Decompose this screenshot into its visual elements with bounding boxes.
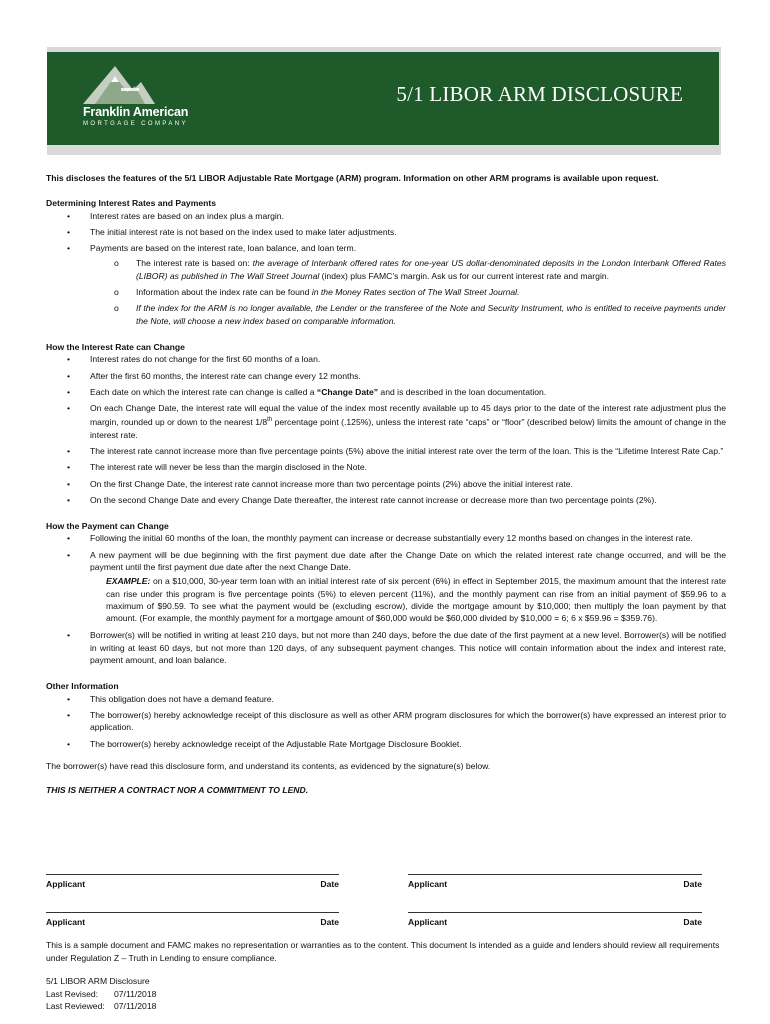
footer-doc-name: 5/1 LIBOR ARM Disclosure: [46, 976, 150, 986]
list-item: • Following the initial 60 months of the loan, the monthly payment can increase or decrease substantially every 12 months based on changes in the interest rate.: [46, 532, 726, 544]
applicant-label: Applicant: [46, 879, 86, 889]
list-item: • After the first 60 months, the interest rate can change every 12 months.: [46, 370, 726, 382]
not-a-contract-notice: THIS IS NEITHER A CONTRACT NOR A COMMITMENT TO LEND.: [46, 785, 309, 796]
page-title: 5/1 LIBOR ARM DISCLOSURE: [396, 82, 683, 106]
example-paragraph: [106, 575, 726, 624]
applicant-label: Applicant: [408, 917, 448, 927]
footer-reviewed-row: [46, 1000, 156, 1013]
sublist-item: [90, 286, 726, 298]
payment-change-list: [46, 532, 726, 666]
list-item-text: On each Change Date, the interest rate will equal the value of the index most recently available up to 45 days prior to the date of the interest rate adjustment plus the margin, rounded up or down to the nearest 1/8: [90, 403, 726, 428]
list-item: • On the second Change Date and every Change Date thereafter, the interest rate cannot increase or decrease more than two percentage points (2%).: [46, 494, 726, 506]
date-label: Date: [683, 917, 702, 927]
list-item: [46, 402, 726, 441]
example-label: EXAMPLE:: [106, 576, 151, 587]
list-item-text: A new payment will be due beginning with the first payment due date after the Change Date on which the related interest rate change occurred, and will be the payment until the first payment due date after the next Change Date.: [90, 549, 726, 572]
signature-line-applicant-4[interactable]: [408, 912, 702, 927]
applicant-label: Applicant: [46, 917, 86, 927]
header-banner: [47, 52, 719, 145]
list-item: • This obligation does not have a demand feature.: [46, 693, 726, 705]
list-item: • Interest rates are based on an index plus a margin.: [46, 210, 726, 222]
applicant-label: Applicant: [408, 879, 448, 889]
sub-text-italic: in the Money Rates section of The Wall Street Journal.: [311, 287, 520, 298]
list-item-text: Each date on which the interest rate can change is called a: [90, 386, 317, 397]
signature-line-applicant-1[interactable]: [46, 874, 339, 889]
sublist-item: [90, 257, 726, 282]
acknowledgement-text: The borrower(s) have read this disclosure form, and understand its contents, as evidenced by the signature(s) below.: [46, 760, 491, 771]
section-title-rates: Determining Interest Rates and Payments: [46, 198, 217, 209]
example-text: on a $10,000, 30-year term loan with an initial interest rate of six percent (6%) in effect in September 2015, the maximum amount that the interest rate can rise under this program is five percentage points (5%) to eleven percent (11%), and the monthly payment can rise from an initial payment of $59.96 to a maximum of $90.59. To see what the payment would be (excluding escrow), divide the mortgage amount by $10,000; then multiply the loan payment by that amount. (For example, the monthly payment for a mortgage amount of $60,000 would be $60,000 divided by $10,000 = 6; 6 x $59.96 = $359.76).: [106, 576, 726, 624]
signature-line-applicant-2[interactable]: [408, 874, 702, 889]
list-item: [46, 242, 726, 327]
list-item: • The initial interest rate is not based on the index used to make later adjustments.: [46, 226, 726, 238]
document-footer: [46, 975, 156, 1013]
date-label: Date: [683, 879, 702, 889]
change-date-term: “Change Date”: [316, 386, 379, 397]
list-item: • The borrower(s) hereby acknowledge receipt of this disclosure as well as other ARM program disclosures for which the borrower(s) have expressed an interest prior to application.: [46, 709, 726, 734]
disclaimer-text: This is a sample document and FAMC makes no representation or warranties as to the content. This document Is intended as a guide and lenders should review all requirements under Regulation Z – Truth in Lending to ensure compliance.: [46, 940, 720, 963]
list-item-text: Payments are based on the interest rate, loan balance, and loan term.: [90, 243, 357, 254]
document-body: [46, 172, 726, 796]
list-item-text: percentage point (.125%), unless the interest rate “caps” or “floor” (described below) limits the amount of change in the interest rate.: [90, 417, 726, 440]
rate-change-list: [46, 353, 726, 506]
rates-sublist: [90, 257, 726, 326]
logo-company-name: Franklin American: [83, 105, 189, 119]
other-info-list: [46, 693, 726, 750]
section-title-rate-change: How the Interest Rate can Change: [46, 341, 185, 352]
list-item: • The interest rate cannot increase more than five percentage points (5%) above the initial interest rate over the term of the loan. This is the “Lifetime Interest Rate Cap.”: [46, 445, 726, 457]
list-item: • Borrower(s) will be notified in writing at least 210 days, but not more than 240 days, before the due date of the first payment at a new level. Borrower(s) will be notified in writing at least 60 days, but not more than 120 days, of any subsequent payment changes. This notice will contain information about the index and interest rate, payment amount, and loan balance.: [46, 629, 726, 666]
sub-text-italic: the average of Interbank offered rates for one-year US dollar-denominated deposits in the London Interbank Offered Rates (LIBOR) as published in The Wall Street Journal: [136, 258, 726, 281]
date-label: Date: [320, 917, 339, 927]
list-item-text: and is described in the loan documentation.: [378, 386, 547, 397]
section-title-other: Other Information: [46, 681, 119, 692]
reviewed-date: 07/11/2018: [114, 1001, 157, 1011]
sub-text: Information about the index rate can be found: [136, 287, 312, 298]
list-item: • Interest rates do not change for the first 60 months of a loan.: [46, 353, 726, 365]
section-title-payment-change: How the Payment can Change: [46, 521, 169, 532]
company-logo: [75, 62, 225, 137]
superscript: th: [267, 417, 273, 424]
sublist-item: [90, 302, 726, 327]
intro-paragraph: This discloses the features of the 5/1 LIBOR Adjustable Rate Mortgage (ARM) program. Information on other ARM programs is available upon request.: [46, 173, 659, 183]
signature-line-applicant-3[interactable]: [46, 912, 339, 927]
sub-text: (index) plus FAMC’s margin. Ask us for our current interest rate and margin.: [319, 270, 610, 281]
list-item: • The borrower(s) hereby acknowledge receipt of the Adjustable Rate Mortgage Disclosure Booklet.: [46, 738, 726, 750]
footer-revised-row: [46, 988, 156, 1001]
revised-date: 07/11/2018: [114, 988, 157, 999]
revised-label: Last Revised:: [46, 988, 99, 999]
reviewed-label: Last Reviewed:: [46, 1001, 105, 1011]
list-item: [46, 549, 726, 625]
rates-list: [46, 210, 726, 327]
list-item: [46, 386, 726, 398]
list-item: • The interest rate will never be less than the margin disclosed in the Note.: [46, 461, 726, 473]
sub-text: The interest rate is based on:: [136, 258, 253, 269]
date-label: Date: [320, 879, 339, 889]
logo-mountain-graphic: [75, 62, 225, 107]
list-item: • On the first Change Date, the interest rate cannot increase more than two percentage points (2%) above the initial interest rate.: [46, 478, 726, 490]
logo-company-subtitle: MORTGAGE COMPANY: [83, 121, 188, 127]
sub-text-italic: If the index for the ARM is no longer available, the Lender or the transferee of the Note and Security Instrument, who is entitled to receive payments under the Note, will choose a new index based on comparable information.: [136, 303, 726, 326]
